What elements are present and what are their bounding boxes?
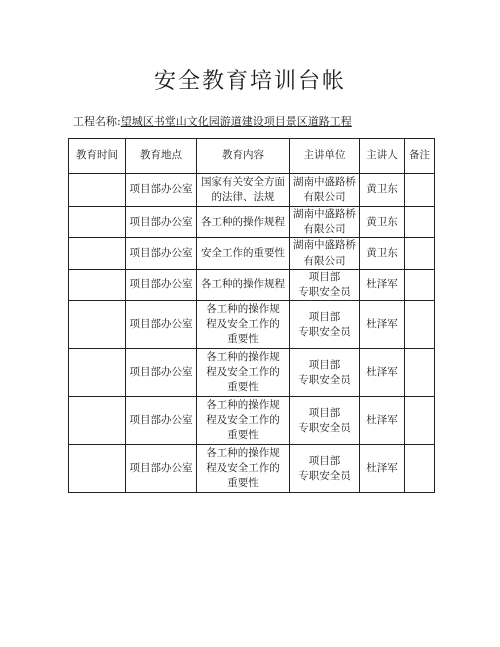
table-row — [69, 269, 435, 300]
cell-unit — [290, 238, 360, 269]
cell-place: 项目部办公室 — [126, 397, 197, 445]
unit-line: 项目部 — [308, 270, 341, 283]
cell-speaker: 杜泽军 — [360, 445, 405, 493]
content-line: 安全工作的重要性 — [201, 247, 285, 260]
content-line: 各工种的操作规 — [206, 398, 280, 411]
cell-speaker: 杜泽军 — [360, 349, 405, 397]
content-line: 重要性 — [227, 477, 259, 490]
cell-unit — [290, 445, 360, 493]
table-header-row — [69, 139, 435, 174]
table-row — [69, 174, 435, 207]
cell-unit — [290, 174, 360, 207]
unit-line: 专职安全员 — [298, 325, 351, 338]
cell-content — [197, 238, 290, 269]
project-name: 望城区书堂山文化园游道建设项目景区道路工程 — [120, 115, 352, 128]
cell-time — [69, 174, 126, 207]
header-lecture-unit: 主讲单位 — [290, 139, 360, 174]
table-row — [69, 397, 435, 445]
cell-unit — [290, 301, 360, 349]
unit-line: 专职安全员 — [298, 421, 351, 434]
content-line: 各工种的操作规 — [206, 302, 280, 315]
content-line: 各工种的操作规 — [206, 350, 280, 363]
cell-time — [69, 397, 126, 445]
content-line: 程及安全工作的 — [206, 318, 280, 331]
content-line: 各工种的操作规 — [206, 446, 280, 459]
cell-speaker: 黄卫东 — [360, 207, 405, 238]
cell-unit — [290, 397, 360, 445]
cell-note — [405, 349, 435, 397]
header-education-time: 教育时间 — [69, 139, 126, 174]
cell-note — [405, 238, 435, 269]
cell-place: 项目部办公室 — [126, 238, 197, 269]
cell-content — [197, 445, 290, 493]
table-row — [69, 207, 435, 238]
unit-line: 项目部 — [308, 310, 341, 323]
content-line: 各工种的操作规程 — [201, 215, 285, 228]
content-line: 程及安全工作的 — [206, 366, 280, 379]
cell-unit — [290, 269, 360, 300]
unit-line: 有限公司 — [303, 223, 346, 236]
cell-time — [69, 269, 126, 300]
cell-unit — [290, 207, 360, 238]
cell-note — [405, 207, 435, 238]
header-education-content: 教育内容 — [197, 139, 290, 174]
cell-note — [405, 269, 435, 300]
cell-note — [405, 301, 435, 349]
cell-time — [69, 301, 126, 349]
content-line: 重要性 — [227, 381, 259, 394]
cell-content — [197, 269, 290, 300]
header-lecturer: 主讲人 — [360, 139, 405, 174]
cell-place: 项目部办公室 — [126, 174, 197, 207]
cell-content — [197, 349, 290, 397]
content-line: 重要性 — [227, 429, 259, 442]
cell-content — [197, 207, 290, 238]
unit-line: 湖南中盛路桥 — [293, 208, 356, 220]
table-row — [69, 238, 435, 269]
unit-line: 专职安全员 — [298, 469, 351, 482]
unit-line: 有限公司 — [303, 254, 346, 267]
project-line — [73, 113, 352, 129]
cell-note — [405, 397, 435, 445]
cell-time — [69, 349, 126, 397]
cell-place: 项目部办公室 — [126, 445, 197, 493]
unit-line: 专职安全员 — [298, 286, 351, 299]
content-line: 程及安全工作的 — [206, 414, 280, 427]
cell-note — [405, 174, 435, 207]
cell-content — [197, 174, 290, 207]
unit-line: 专职安全员 — [298, 373, 351, 386]
content-line: 国家有关安全方面 — [201, 175, 285, 188]
header-education-place: 教育地点 — [126, 139, 197, 174]
table-row — [69, 301, 435, 349]
unit-line: 项目部 — [308, 454, 341, 467]
cell-place: 项目部办公室 — [126, 301, 197, 349]
project-label: 工程名称: — [73, 115, 121, 128]
cell-time — [69, 207, 126, 238]
cell-content — [197, 301, 290, 349]
unit-line: 有限公司 — [303, 191, 346, 203]
content-line: 的法律、法规 — [211, 191, 275, 203]
cell-time — [69, 445, 126, 493]
unit-line: 项目部 — [308, 406, 341, 419]
cell-speaker: 黄卫东 — [360, 174, 405, 207]
training-ledger-table — [68, 138, 435, 493]
content-line: 程及安全工作的 — [206, 462, 280, 475]
cell-time — [69, 238, 126, 269]
cell-place: 项目部办公室 — [126, 349, 197, 397]
unit-line: 湖南中盛路桥 — [293, 239, 356, 252]
cell-speaker: 杜泽军 — [360, 397, 405, 445]
cell-place: 项目部办公室 — [126, 207, 197, 238]
cell-speaker: 黄卫东 — [360, 238, 405, 269]
cell-content — [197, 397, 290, 445]
content-line: 各工种的操作规程 — [201, 278, 285, 291]
content-line: 重要性 — [227, 333, 259, 346]
cell-note — [405, 445, 435, 493]
table-row — [69, 349, 435, 397]
unit-line: 项目部 — [308, 358, 341, 371]
cell-place: 项目部办公室 — [126, 269, 197, 300]
header-remark: 备注 — [405, 139, 435, 174]
cell-speaker: 杜泽军 — [360, 301, 405, 349]
document-title: 安全教育培训台帐 — [153, 69, 346, 94]
cell-unit — [290, 349, 360, 397]
cell-speaker: 杜泽军 — [360, 269, 405, 300]
table-row — [69, 445, 435, 493]
unit-line: 湖南中盛路桥 — [293, 175, 356, 188]
